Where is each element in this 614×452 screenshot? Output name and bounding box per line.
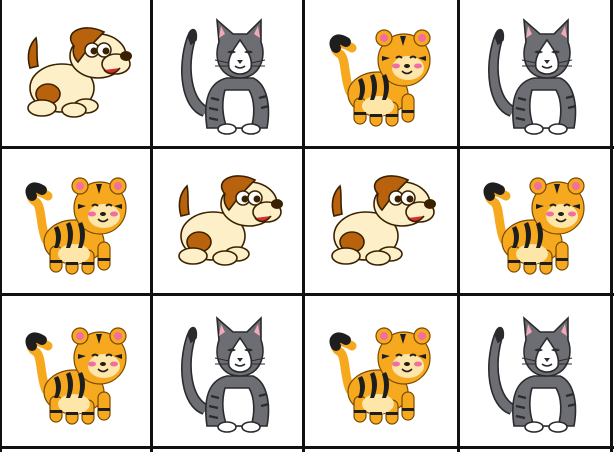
puppy-icon (163, 156, 293, 286)
puppy-icon (12, 8, 142, 138)
grid-line (0, 0, 2, 452)
card-cell[interactable] (460, 0, 610, 146)
grid-line (610, 0, 613, 452)
card-cell[interactable] (460, 296, 610, 446)
cat-icon (163, 306, 293, 436)
tiger-icon (12, 306, 142, 436)
puppy-icon (316, 156, 446, 286)
card-cell[interactable] (3, 296, 150, 446)
card-cell[interactable] (305, 0, 457, 146)
cat-icon (470, 306, 600, 436)
card-cell[interactable] (153, 0, 302, 146)
card-cell[interactable] (305, 149, 457, 293)
tiger-icon (12, 156, 142, 286)
cat-icon (470, 8, 600, 138)
card-cell[interactable] (3, 0, 150, 146)
grid-line (0, 446, 614, 449)
card-cell[interactable] (153, 149, 302, 293)
card-cell[interactable] (153, 296, 302, 446)
card-cell[interactable] (3, 149, 150, 293)
cat-icon (163, 8, 293, 138)
tiger-icon (316, 306, 446, 436)
tiger-icon (316, 8, 446, 138)
tiger-icon (470, 156, 600, 286)
card-cell[interactable] (460, 149, 610, 293)
card-cell[interactable] (305, 296, 457, 446)
